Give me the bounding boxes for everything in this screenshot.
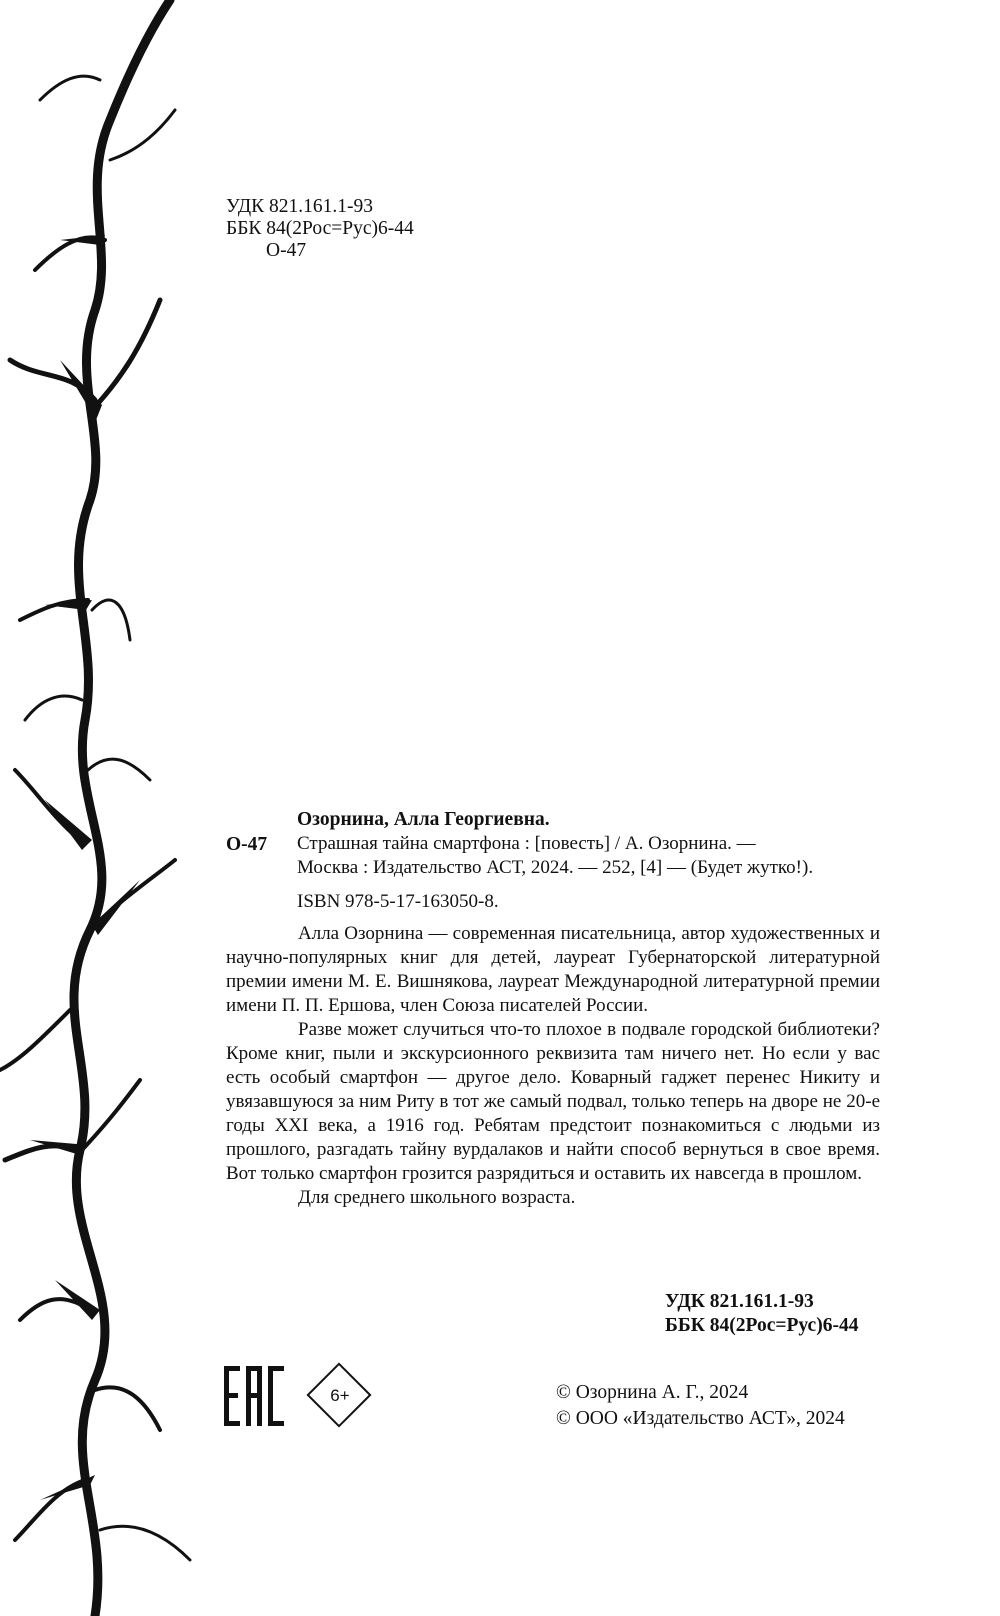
annotation-paragraph: Алла Озорнина — современная писательница, автор художественных и научно-популярных книг для детей, лауреат Губернаторской литературной премии имени М. Е. Вишнякова, лауреат Международной литературной премии имени П. П. Ершова, член Союза писателей России. — [226, 923, 880, 1016]
copyright-author: © Озорнина А. Г., 2024 — [556, 1382, 749, 1403]
certification-marks — [222, 1362, 372, 1434]
copyright-block — [556, 1380, 845, 1432]
isbn: ISBN 978-5-17-163050-8. — [297, 891, 499, 912]
top-classification — [226, 196, 414, 262]
title-line: Страшная тайна смартфона : [повесть] / А. Озорнина. — — [297, 833, 756, 854]
copyright-publisher: © ООО «Издательство АСТ», 2024 — [556, 1408, 845, 1429]
age-rating-badge — [306, 1362, 374, 1430]
bottom-classification — [665, 1290, 858, 1338]
eac-logo-icon — [222, 1364, 286, 1428]
catalog-code: О-47 — [226, 834, 268, 855]
publication-line: Москва : Издательство АСТ, 2024. — 252, [4] — (Будет жутко!). — [297, 857, 814, 878]
bbk-code: ББК 84(2Рос=Рус)6-44 — [226, 218, 414, 239]
author-mark: О-47 — [266, 240, 307, 261]
annotation-paragraph: Для среднего школьного возраста. — [298, 1187, 576, 1208]
catalog-entry — [297, 808, 882, 914]
age-rating-label: 6+ — [330, 1386, 350, 1405]
udk-code: УДК 821.161.1-93 — [226, 196, 374, 217]
annotation-paragraph: Разве может случиться что-то плохое в подвале городской библиотеки? Кроме книг, пыли и экскурсионного реквизита там ничего нет. Но если у вас есть особый смартфон — другое дело. Коварный гаджет перенес Никиту и увязавшуюся за ним Риту в тот же самый подвал, только теперь на дворе не 20-е годы XXI века, а 1916 год. Ребятам предстоит познакомиться с людьми из прошлого, разгадать тайну вурдалаков и найти способ вернуться в свое время. Вот только смартфон грозится разрядиться и оставить их навсегда в прошлом. — [226, 1019, 880, 1184]
annotation — [226, 922, 880, 1210]
udk-code: УДК 821.161.1-93 — [665, 1291, 814, 1312]
bbk-code: ББК 84(2Рос=Рус)6-44 — [665, 1315, 859, 1336]
author-name: Озорнина, Алла Георгиевна. — [297, 809, 550, 830]
